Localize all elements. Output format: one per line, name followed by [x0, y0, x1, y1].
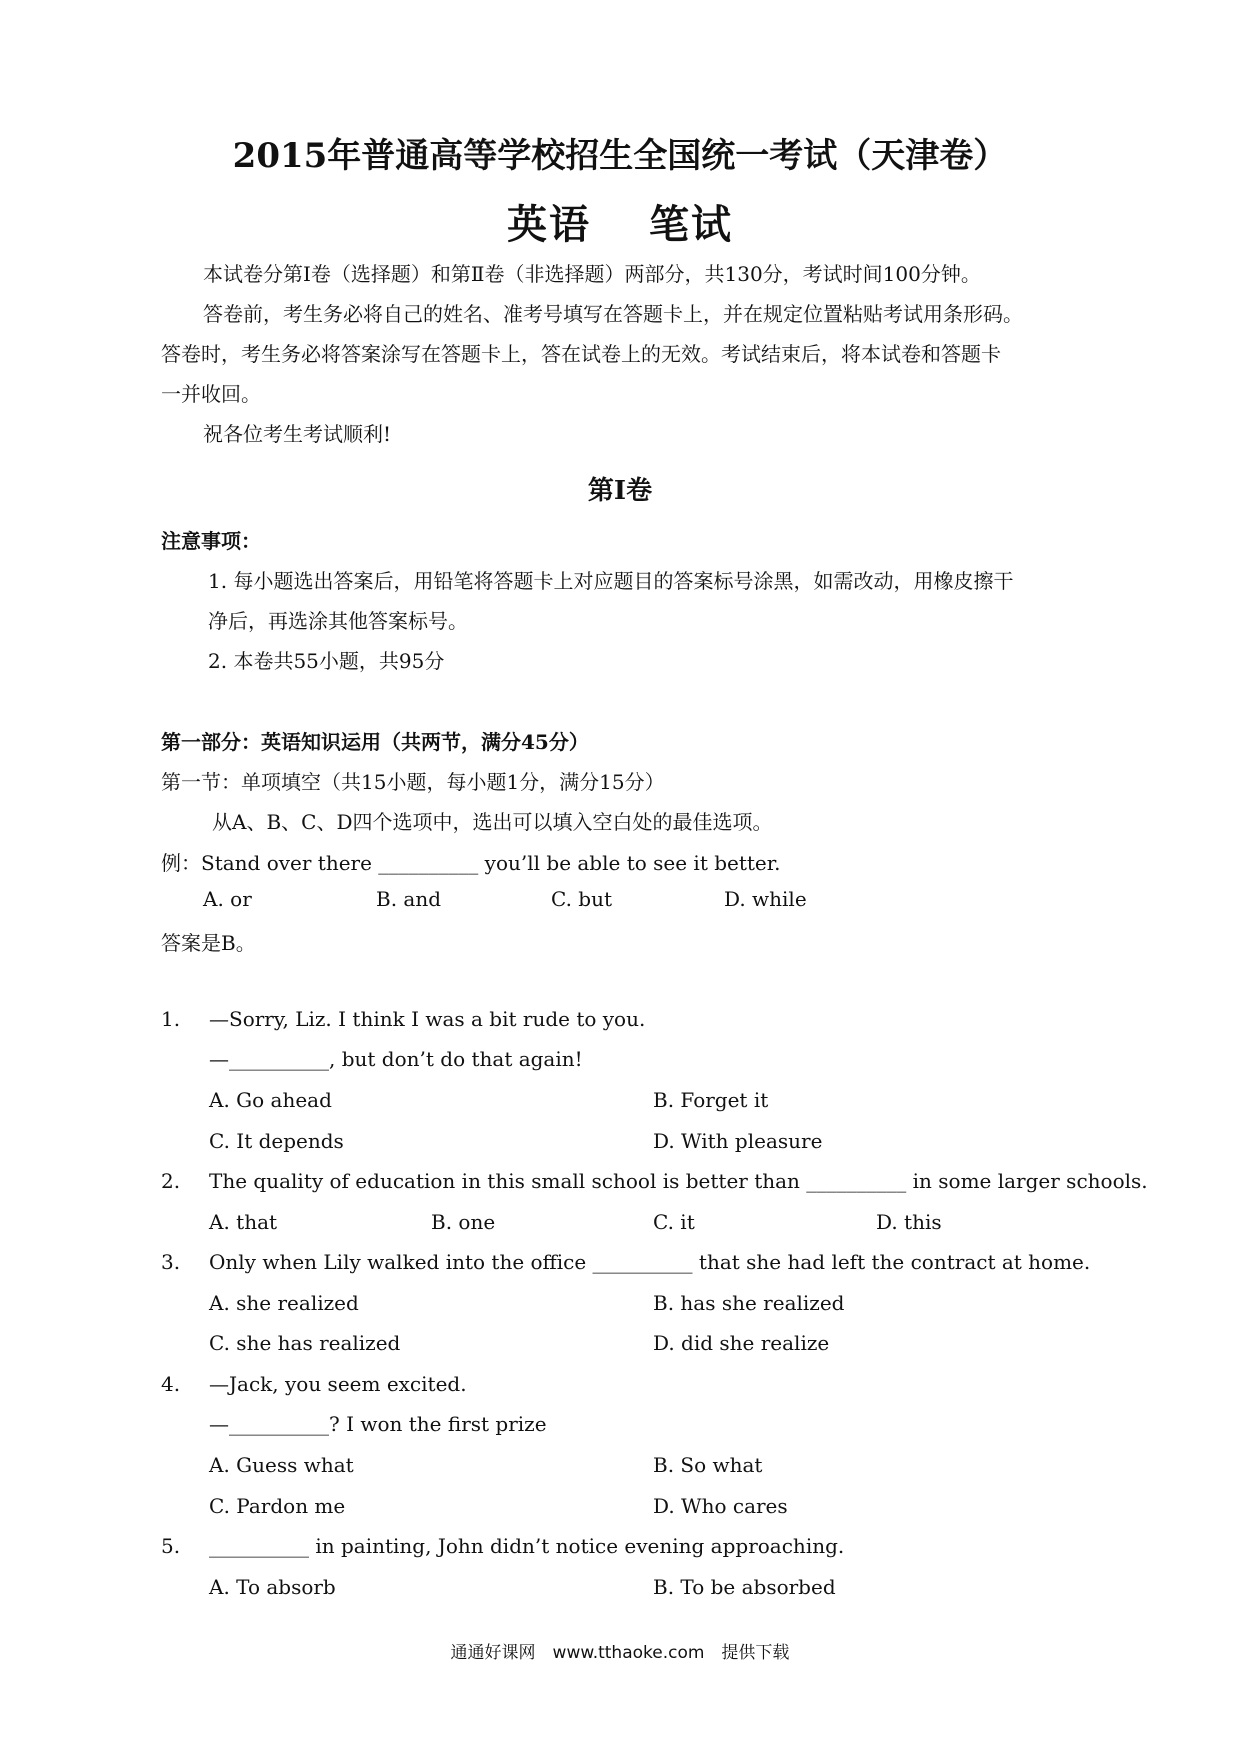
example-answer: 答案是B。 — [161, 931, 256, 955]
note-1-line-2: 净后，再选涂其他答案标号。 — [208, 609, 468, 633]
question-2-stem: The quality of education in this small school is better than __________ in some larger schools. — [209, 1169, 1148, 1193]
question-3-option-c: C. she has realized — [209, 1331, 401, 1355]
question-1-option-a: A. Go ahead — [209, 1088, 332, 1112]
question-3-number: 3. — [161, 1250, 181, 1274]
question-2-option-c: C. it — [653, 1210, 695, 1234]
footer-download-credit: 通通好课网 www.tthaoke.com 提供下载 — [450, 1643, 790, 1663]
intro-paragraph-2-line-3: 一并收回。 — [161, 382, 261, 406]
section-1-title: 第一节：单项填空（共15小题，每小题1分，满分15分） — [161, 770, 665, 794]
question-1-option-d: D. With pleasure — [653, 1129, 823, 1153]
question-4-stem-line-1: —Jack, you seem excited. — [209, 1372, 467, 1396]
question-2-option-a: A. that — [209, 1210, 278, 1234]
question-4-option-a: A. Guess what — [209, 1453, 354, 1477]
exam-subtitle: 英语 笔试 — [507, 201, 733, 248]
intro-paragraph-2-line-1: 答卷前，考生务必将自己的姓名、准考号填写在答题卡上，并在规定位置粘贴考试用条形码。 — [203, 302, 1023, 326]
question-2-option-b: B. one — [431, 1210, 496, 1234]
example-stem: 例：Stand over there __________ you’ll be able to see it better. — [161, 851, 781, 875]
question-4-option-b: B. So what — [653, 1453, 763, 1477]
question-5-stem: __________ in painting, John didn’t notice evening approaching. — [209, 1534, 845, 1558]
example-option-d: D. while — [724, 887, 807, 911]
exam-title: 2015年普通高等学校招生全国统一考试（天津卷） — [232, 136, 1008, 176]
question-1-option-b: B. Forget it — [653, 1088, 769, 1112]
question-1-number: 1. — [161, 1007, 181, 1031]
question-5-option-b: B. To be absorbed — [653, 1575, 836, 1599]
question-4-number: 4. — [161, 1372, 181, 1396]
section-instruction: 从A、B、C、D四个选项中，选出可以填入空白处的最佳选项。 — [212, 810, 773, 834]
example-option-c: C. but — [551, 887, 613, 911]
question-3-option-a: A. she realized — [209, 1291, 359, 1315]
intro-paragraph-1: 本试卷分第Ⅰ卷（选择题）和第Ⅱ卷（非选择题）两部分，共130分，考试时间100分钟。 — [203, 262, 981, 286]
note-2: 2. 本卷共55小题，共95分 — [208, 649, 445, 673]
intro-paragraph-3: 祝各位考生考试顺利! — [203, 422, 392, 446]
intro-paragraph-2-line-2: 答卷时，考生务必将答案涂写在答题卡上，答在试卷上的无效。考试结束后，将本试卷和答题卡 — [161, 342, 1001, 366]
question-1-option-c: C. It depends — [209, 1129, 344, 1153]
note-1-line-1: 1. 每小题选出答案后，用铅笔将答题卡上对应题目的答案标号涂黑，如需改动，用橡皮擦干 — [208, 569, 1014, 593]
question-1-stem-line-1: —Sorry, Liz. I think I was a bit rude to you. — [209, 1007, 646, 1031]
question-4-option-d: D. Who cares — [653, 1494, 788, 1518]
question-5-option-a: A. To absorb — [209, 1575, 336, 1599]
volume-heading: 第Ⅰ卷 — [587, 476, 653, 506]
example-option-a: A. or — [203, 887, 252, 911]
question-3-option-b: B. has she realized — [653, 1291, 845, 1315]
question-1-stem-line-2: —__________, but don’t do that again! — [209, 1047, 583, 1071]
question-2-option-d: D. this — [876, 1210, 942, 1234]
question-5-number: 5. — [161, 1534, 181, 1558]
question-4-stem-line-2: —__________? I won the first prize — [209, 1412, 547, 1436]
question-2-number: 2. — [161, 1169, 181, 1193]
notes-title: 注意事项： — [161, 529, 261, 553]
example-option-b: B. and — [376, 887, 442, 911]
question-3-option-d: D. did she realize — [653, 1331, 830, 1355]
question-3-stem: Only when Lily walked into the office __________ that she had left the contract at home. — [209, 1250, 1091, 1274]
part-1-title: 第一部分：英语知识运用（共两节，满分45分） — [161, 730, 589, 754]
question-4-option-c: C. Pardon me — [209, 1494, 346, 1518]
